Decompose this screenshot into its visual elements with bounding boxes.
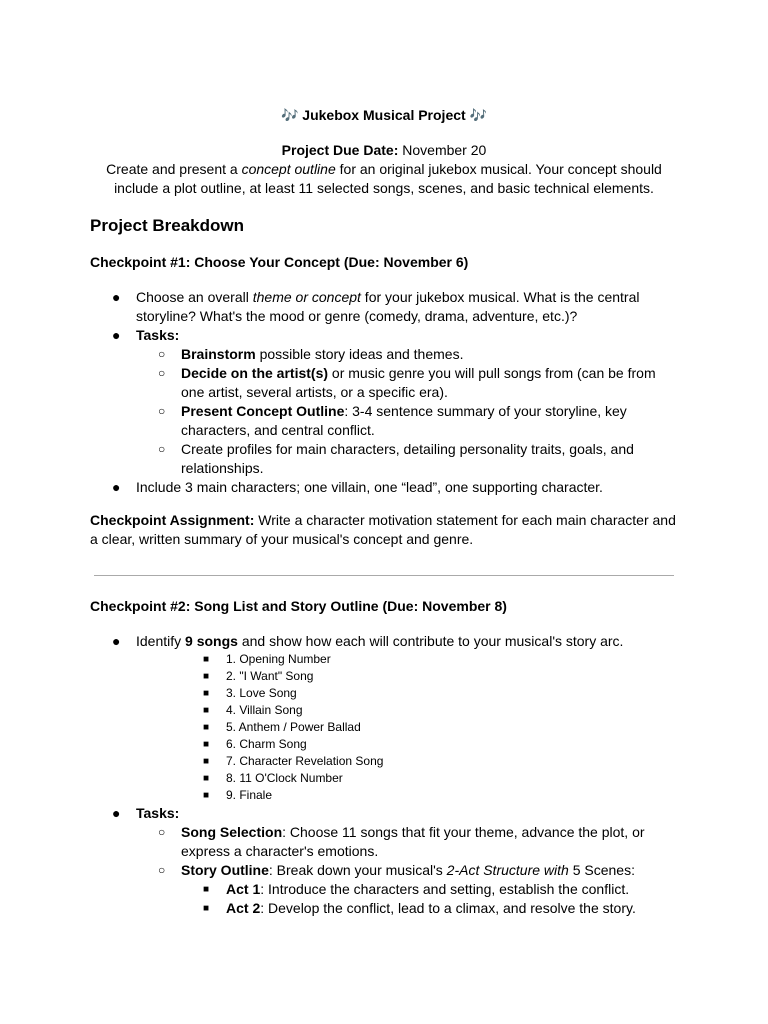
song-item — [90, 753, 680, 770]
item-text: Include 3 main characters; one villain, one “lead”, one supporting character. — [136, 479, 603, 495]
item-text: for your jukebox musical. What is the central storyline? What's the mood or genre (comedy, drama, adventure, etc.)? — [136, 289, 640, 324]
list-item — [90, 364, 680, 402]
item-emphasis: theme or concept — [252, 289, 361, 305]
item-text: and show how each will contribute to your musical's story arc. — [237, 633, 624, 649]
bullet-square-icon: ■ — [203, 671, 210, 682]
bullet-circle-icon: ○ — [158, 863, 166, 877]
bullet-square-icon: ■ — [203, 688, 210, 699]
list-item — [90, 345, 680, 364]
bullet-circle-icon: ○ — [158, 825, 166, 839]
task-text: : Choose 11 songs that fit your theme, advance the plot, or express a character's emotions. — [181, 824, 645, 859]
due-date-line — [90, 142, 678, 158]
intro-text-end: for an original jukebox musical. Your concept should include a plot outline, at least 11 selected songs, scenes, and basic technical elements. — [114, 161, 662, 196]
act-label: Act 2 — [226, 900, 261, 916]
song-item — [90, 770, 680, 787]
list-item — [90, 478, 680, 497]
task-text: or music genre you will pull songs from (can be from one artist, several artists, or a specific era). — [181, 365, 656, 400]
bullet-circle-icon: ○ — [158, 347, 166, 361]
task-text: Create profiles for main characters, detailing personality traits, goals, and relationships. — [181, 441, 634, 476]
item-text: Choose an overall — [136, 289, 253, 305]
song-item — [90, 668, 680, 685]
song-label: 2. "I Want" Song — [226, 669, 314, 683]
task-label: Present Concept Outline — [181, 403, 345, 419]
act-text: : Develop the conflict, lead to a climax, and resolve the story. — [260, 900, 636, 916]
list-item — [90, 632, 680, 651]
document-title: 🎶 Jukebox Musical Project 🎶 — [280, 107, 488, 123]
song-label: 6. Charm Song — [226, 737, 307, 751]
bullet-circle-icon: ○ — [158, 404, 166, 418]
task-text: : Break down your musical's — [268, 862, 447, 878]
assignment-text: Write a character motivation statement for each main character and a clear, written summary of your musical's concept and genre. — [90, 512, 676, 547]
task-text: : 3-4 sentence summary of your storyline, key characters, and central conflict. — [181, 403, 627, 438]
song-item — [90, 787, 680, 804]
song-label: 4. Villain Song — [226, 703, 303, 717]
act-text: : Introduce the characters and setting, establish the conflict. — [260, 881, 630, 897]
bullet-square-icon: ■ — [203, 705, 210, 716]
section-heading: Project Breakdown — [90, 216, 244, 235]
bullet-square-icon: ■ — [203, 903, 210, 914]
item-text: Identify — [136, 633, 186, 649]
list-item — [90, 440, 680, 478]
assignment-label: Checkpoint Assignment: — [90, 512, 255, 528]
song-label: 9. Finale — [226, 788, 273, 802]
bullet-disc-icon: ● — [112, 289, 121, 305]
bullet-square-icon: ■ — [203, 654, 210, 665]
list-item — [90, 288, 680, 326]
checkpoint-1-heading: Checkpoint #1: Choose Your Concept (Due: November 6) — [90, 254, 469, 270]
bullet-disc-icon: ● — [112, 633, 121, 649]
bullet-square-icon: ■ — [203, 773, 210, 784]
song-label: 1. Opening Number — [226, 652, 331, 666]
list-item — [90, 880, 680, 899]
checkpoint-assignment — [90, 511, 680, 549]
task-label: Song Selection — [181, 824, 283, 840]
bullet-circle-icon: ○ — [158, 442, 166, 456]
act-label: Act 1 — [226, 881, 261, 897]
checkpoint-2-list — [90, 632, 680, 918]
song-label: 3. Love Song — [226, 686, 297, 700]
horizontal-divider — [94, 575, 674, 576]
list-item — [90, 899, 680, 918]
bullet-circle-icon: ○ — [158, 366, 166, 380]
checkpoint-2-heading: Checkpoint #2: Song List and Story Outline (Due: November 8) — [90, 598, 507, 614]
tasks-label: Tasks: — [136, 327, 180, 343]
list-item — [90, 823, 680, 861]
bullet-square-icon: ■ — [203, 739, 210, 750]
bullet-disc-icon: ● — [112, 479, 121, 495]
task-text: 5 Scenes: — [568, 862, 635, 878]
item-bold: 9 songs — [185, 633, 238, 649]
list-item — [90, 861, 680, 880]
list-item — [90, 804, 680, 823]
task-emphasis: 2-Act Structure with — [446, 862, 569, 878]
list-item — [90, 326, 680, 345]
bullet-square-icon: ■ — [203, 722, 210, 733]
song-label: 7. Character Revelation Song — [226, 754, 384, 768]
task-label: Story Outline — [181, 862, 269, 878]
bullet-square-icon: ■ — [203, 884, 210, 895]
song-item — [90, 685, 680, 702]
checkpoint-1-list — [90, 288, 680, 497]
song-item — [90, 736, 680, 753]
bullet-square-icon: ■ — [203, 756, 210, 767]
song-item — [90, 651, 680, 668]
song-label: 5. Anthem / Power Ballad — [226, 720, 361, 734]
song-item — [90, 719, 680, 736]
task-label: Brainstorm — [181, 346, 256, 362]
bullet-disc-icon: ● — [112, 327, 121, 343]
tasks-label: Tasks: — [136, 805, 180, 821]
task-label: Decide on the artist(s) — [181, 365, 329, 381]
bullet-square-icon: ■ — [203, 790, 210, 801]
song-label: 8. 11 O'Clock Number — [226, 771, 343, 785]
list-item — [90, 402, 680, 440]
bullet-disc-icon: ● — [112, 805, 121, 821]
task-text: possible story ideas and themes. — [255, 346, 464, 362]
intro-text: Create and present a — [106, 161, 242, 177]
intro-paragraph — [90, 160, 678, 198]
song-item — [90, 702, 680, 719]
due-date-value: November 20 — [398, 142, 487, 158]
due-date-label: Project Due Date: — [281, 142, 399, 158]
intro-emphasis: concept outline — [241, 161, 336, 177]
